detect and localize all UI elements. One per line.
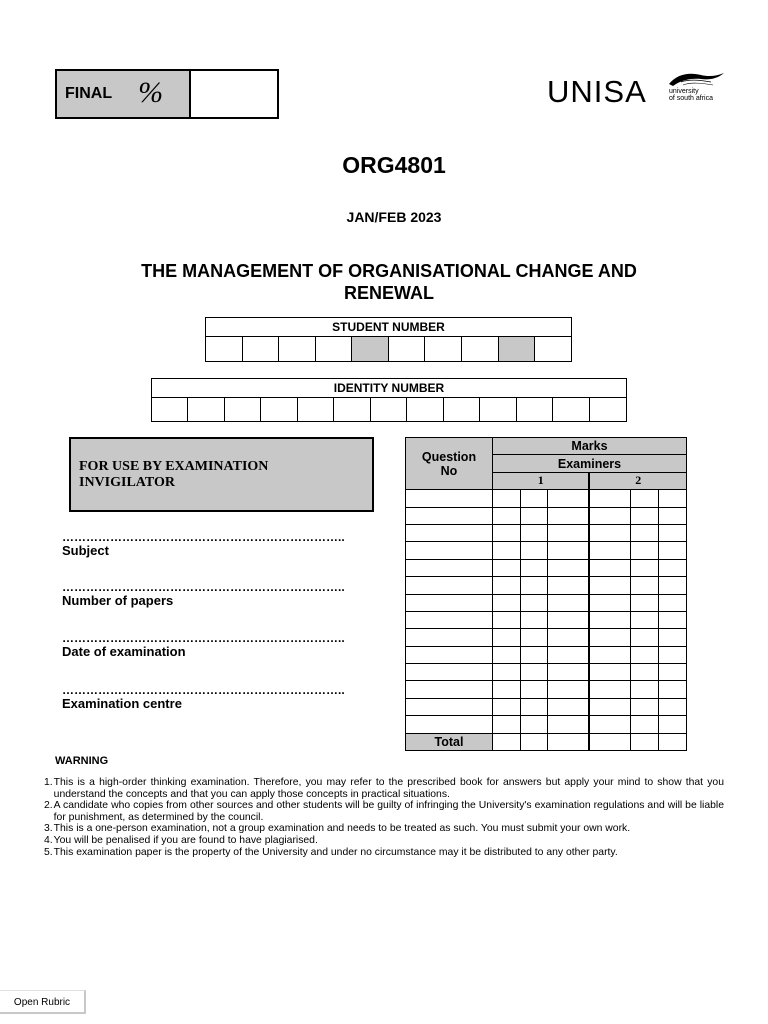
warning-item-number: 4.	[44, 834, 53, 846]
warning-item-text: A candidate who copies from other sources and other students will be guilty of infringing the University's examination regulations and will be liable for punishment, as determined by the council.	[53, 800, 724, 823]
mark-cell[interactable]	[493, 542, 521, 559]
mark-cell[interactable]	[493, 594, 521, 611]
student-number-box[interactable]	[315, 337, 352, 362]
unisa-logo	[547, 68, 727, 110]
identity-number-box[interactable]	[224, 398, 260, 422]
open-rubric-button[interactable]: Open Rubric	[0, 990, 86, 1014]
question-number-cell[interactable]	[406, 646, 493, 663]
subject-dots[interactable]: ……………………………………………………………..	[62, 530, 345, 544]
question-number-cell[interactable]	[406, 716, 493, 733]
question-number-cell[interactable]	[406, 490, 493, 507]
mark-cell[interactable]	[589, 646, 630, 663]
identity-number-box[interactable]	[443, 398, 479, 422]
examiner-1-header: 1	[493, 472, 590, 489]
warning-item	[44, 823, 724, 835]
mark-cell[interactable]	[493, 698, 521, 715]
mark-cell[interactable]	[658, 577, 686, 594]
student-number-box[interactable]	[279, 337, 316, 362]
examination-centre-label: Examination centre	[62, 696, 182, 711]
identity-number-box[interactable]	[334, 398, 370, 422]
mark-cell[interactable]	[589, 681, 630, 698]
mark-cell[interactable]	[548, 524, 590, 541]
final-mark-label-area	[57, 71, 191, 117]
student-number-box[interactable]	[388, 337, 425, 362]
mark-cell[interactable]	[658, 664, 686, 681]
mark-cell[interactable]	[548, 681, 590, 698]
mark-cell[interactable]	[548, 507, 590, 524]
mark-cell[interactable]	[631, 716, 659, 733]
mark-cell[interactable]	[658, 507, 686, 524]
student-number-grid	[205, 317, 572, 362]
number-of-papers-label: Number of papers	[62, 593, 174, 608]
student-number-box[interactable]	[498, 337, 535, 362]
warning-item-number: 5.	[44, 846, 53, 858]
identity-number-box[interactable]	[407, 398, 443, 422]
mark-cell[interactable]	[631, 733, 659, 750]
student-number-box[interactable]	[206, 337, 243, 362]
warning-title: WARNING	[55, 755, 109, 767]
marks-row	[406, 594, 687, 611]
student-number-label: STUDENT NUMBER	[206, 318, 572, 337]
mark-cell[interactable]	[520, 542, 548, 559]
mark-cell[interactable]	[493, 733, 521, 750]
mark-cell[interactable]	[589, 698, 630, 715]
mark-cell[interactable]	[520, 664, 548, 681]
mark-cell[interactable]	[548, 664, 590, 681]
identity-number-grid	[151, 378, 627, 422]
warning-item-text: You will be penalised if you are found to have plagiarised.	[53, 834, 318, 846]
date-of-examination-dots[interactable]: ……………………………………………………………..	[62, 631, 345, 645]
mark-cell[interactable]	[520, 681, 548, 698]
marks-row	[406, 664, 687, 681]
course-code: ORG4801	[342, 152, 446, 178]
question-no-header	[406, 438, 493, 490]
total-label: Total	[406, 733, 493, 750]
mark-cell[interactable]	[520, 559, 548, 576]
mark-cell[interactable]	[493, 646, 521, 663]
final-mark-value[interactable]	[191, 71, 277, 117]
student-number-box[interactable]	[352, 337, 389, 362]
mark-cell[interactable]	[658, 559, 686, 576]
student-number-box[interactable]	[425, 337, 462, 362]
warning-item	[44, 847, 724, 859]
mark-cell[interactable]	[548, 646, 590, 663]
mark-cell[interactable]	[520, 646, 548, 663]
warning-item	[44, 777, 724, 800]
question-number-cell[interactable]	[406, 681, 493, 698]
mark-cell[interactable]	[548, 629, 590, 646]
subject-label: Subject	[62, 543, 109, 558]
mark-cell[interactable]	[658, 716, 686, 733]
marks-row	[406, 559, 687, 576]
percent-symbol: %	[138, 76, 164, 109]
examiners-header: Examiners	[493, 455, 687, 472]
identity-number-box[interactable]	[297, 398, 333, 422]
mark-cell[interactable]	[520, 507, 548, 524]
mark-cell[interactable]	[658, 733, 686, 750]
mark-cell[interactable]	[631, 524, 659, 541]
marks-row	[406, 542, 687, 559]
mark-cell[interactable]	[631, 559, 659, 576]
marks-row	[406, 524, 687, 541]
invigilator-box	[69, 437, 374, 512]
marks-header: Marks	[493, 438, 687, 455]
mark-cell[interactable]	[520, 629, 548, 646]
question-number-cell[interactable]	[406, 611, 493, 628]
identity-number-box[interactable]	[480, 398, 516, 422]
mark-cell[interactable]	[493, 577, 521, 594]
mark-cell[interactable]	[589, 611, 630, 628]
mark-cell[interactable]	[589, 733, 630, 750]
question-number-cell[interactable]	[406, 664, 493, 681]
mark-cell[interactable]	[658, 524, 686, 541]
invigilator-heading: FOR USE BY EXAMINATION INVIGILATOR	[79, 459, 269, 490]
question-number-cell[interactable]	[406, 577, 493, 594]
mark-cell[interactable]	[631, 577, 659, 594]
mark-cell[interactable]	[631, 629, 659, 646]
warning-item	[44, 835, 724, 847]
mark-cell[interactable]	[493, 507, 521, 524]
marks-row	[406, 646, 687, 663]
mark-cell[interactable]	[520, 490, 548, 507]
mark-cell[interactable]	[589, 559, 630, 576]
mark-cell[interactable]	[658, 542, 686, 559]
mark-cell[interactable]	[548, 733, 590, 750]
warning-item-number: 3.	[44, 823, 53, 835]
final-label: FINAL	[65, 85, 113, 102]
mark-cell[interactable]	[548, 542, 590, 559]
warning-item	[44, 800, 724, 823]
mark-cell[interactable]	[548, 594, 590, 611]
mark-cell[interactable]	[589, 507, 630, 524]
mark-cell[interactable]	[548, 577, 590, 594]
marks-row	[406, 716, 687, 733]
mark-cell[interactable]	[631, 542, 659, 559]
student-number-box[interactable]	[535, 337, 572, 362]
mark-cell[interactable]	[493, 559, 521, 576]
mark-cell[interactable]	[589, 490, 630, 507]
mark-cell[interactable]	[589, 594, 630, 611]
mark-cell[interactable]	[658, 611, 686, 628]
warning-item-number: 1.	[44, 777, 53, 788]
identity-number-boxes	[152, 398, 627, 422]
logo-subtext-line-2: of south africa	[669, 95, 713, 102]
mark-cell[interactable]	[493, 716, 521, 733]
mark-cell[interactable]	[631, 490, 659, 507]
mark-cell[interactable]	[493, 664, 521, 681]
warning-item-text: This is a high-order thinking examination. Therefore, you may refer to the prescribed book for answers but apply your mind to show that you understand the concepts and that you can apply those concepts in practical situations.	[53, 777, 724, 800]
mark-cell[interactable]	[493, 681, 521, 698]
logo-wordmark: UNISA	[547, 74, 647, 109]
question-no-label: Question No	[421, 449, 477, 478]
identity-number-box[interactable]	[188, 398, 224, 422]
question-number-cell[interactable]	[406, 542, 493, 559]
mark-cell[interactable]	[520, 577, 548, 594]
identity-number-box[interactable]	[261, 398, 297, 422]
mark-cell[interactable]	[631, 611, 659, 628]
marks-row	[406, 611, 687, 628]
identity-number-label: IDENTITY NUMBER	[152, 379, 627, 398]
mark-cell[interactable]	[520, 733, 548, 750]
mark-cell[interactable]	[493, 629, 521, 646]
marks-row	[406, 490, 687, 507]
mark-cell[interactable]	[589, 577, 630, 594]
mark-cell[interactable]	[493, 611, 521, 628]
mark-cell[interactable]	[631, 507, 659, 524]
paper-title: THE MANAGEMENT OF ORGANISATIONAL CHANGE AND RENEWAL	[141, 261, 637, 303]
identity-number-box[interactable]	[370, 398, 406, 422]
logo-subtext-line-1: university	[669, 88, 699, 95]
student-number-boxes	[206, 337, 572, 362]
examiner-2-header: 2	[589, 472, 686, 489]
mark-cell[interactable]	[589, 664, 630, 681]
mark-cell[interactable]	[520, 698, 548, 715]
final-mark-box	[55, 69, 279, 119]
mark-cell[interactable]	[631, 681, 659, 698]
mark-cell[interactable]	[520, 524, 548, 541]
identity-number-box[interactable]	[516, 398, 552, 422]
warning-item-text: This examination paper is the property of the University and under no circumstance may it be distributed to any other party.	[53, 846, 618, 858]
question-number-cell[interactable]	[406, 698, 493, 715]
identity-number-box[interactable]	[553, 398, 589, 422]
logo-subtext	[669, 88, 729, 102]
student-number-box[interactable]	[242, 337, 279, 362]
marks-row	[406, 681, 687, 698]
mark-cell[interactable]	[631, 698, 659, 715]
mark-cell[interactable]	[520, 594, 548, 611]
mark-cell[interactable]	[658, 698, 686, 715]
question-number-cell[interactable]	[406, 594, 493, 611]
warning-item-text: This is a one-person examination, not a group examination and needs to be treated as such. You must submit your own work.	[53, 823, 631, 835]
mark-cell[interactable]	[631, 594, 659, 611]
mark-cell[interactable]	[548, 559, 590, 576]
question-number-cell[interactable]	[406, 559, 493, 576]
mark-cell[interactable]	[589, 524, 630, 541]
mark-cell[interactable]	[658, 490, 686, 507]
mark-cell[interactable]	[548, 490, 590, 507]
mark-cell[interactable]	[658, 646, 686, 663]
student-number-box[interactable]	[461, 337, 498, 362]
mark-cell[interactable]	[520, 611, 548, 628]
mark-cell[interactable]	[631, 646, 659, 663]
marks-row	[406, 507, 687, 524]
warning-list	[44, 777, 724, 858]
mark-cell[interactable]	[548, 716, 590, 733]
mark-cell[interactable]	[493, 490, 521, 507]
warning-item-number: 2.	[44, 800, 53, 812]
mark-cell[interactable]	[548, 611, 590, 628]
identity-number-box[interactable]	[589, 398, 626, 422]
identity-number-box[interactable]	[152, 398, 188, 422]
marks-table	[405, 437, 687, 751]
logo-bird-icon	[667, 70, 725, 90]
exam-date: JAN/FEB 2023	[346, 209, 442, 225]
mark-cell[interactable]	[493, 524, 521, 541]
mark-cell[interactable]	[520, 716, 548, 733]
mark-cell[interactable]	[658, 681, 686, 698]
examination-centre-dots[interactable]: ……………………………………………………………..	[62, 683, 345, 697]
mark-cell[interactable]	[548, 698, 590, 715]
marks-row	[406, 577, 687, 594]
total-row	[406, 733, 687, 750]
mark-cell[interactable]	[589, 542, 630, 559]
question-number-cell[interactable]	[406, 507, 493, 524]
question-number-cell[interactable]	[406, 524, 493, 541]
marks-row	[406, 629, 687, 646]
mark-cell[interactable]	[658, 629, 686, 646]
mark-cell[interactable]	[658, 594, 686, 611]
mark-cell[interactable]	[589, 716, 630, 733]
date-of-examination-label: Date of examination	[62, 644, 186, 659]
mark-cell[interactable]	[631, 664, 659, 681]
marks-row	[406, 698, 687, 715]
mark-cell[interactable]	[589, 629, 630, 646]
number-of-papers-dots[interactable]: ……………………………………………………………..	[62, 580, 345, 594]
question-number-cell[interactable]	[406, 629, 493, 646]
